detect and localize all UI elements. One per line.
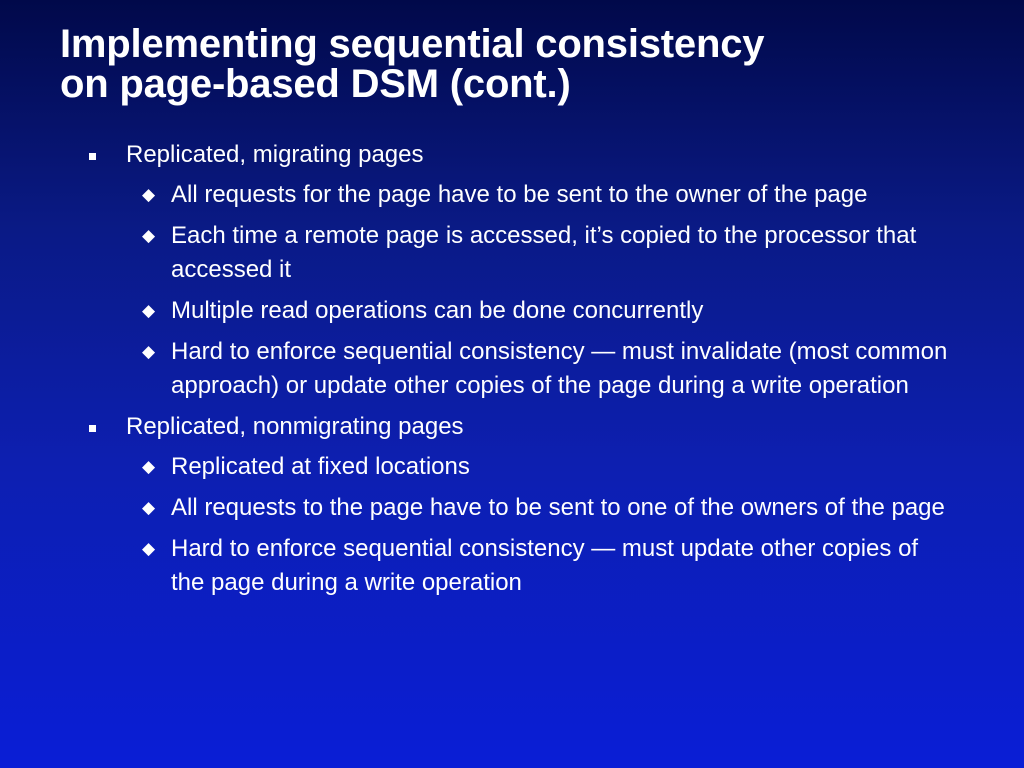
sub-bullet-item: [0, 450, 1024, 484]
sub-bullet-text: Hard to enforce sequential consistency — must update other copies of the page during a write operation: [171, 535, 919, 596]
sub-bullet-text: Each time a remote page is accessed, it’s copied to the processor that accessed it: [171, 222, 917, 283]
bullet-text: Replicated, migrating pages: [126, 141, 424, 168]
bullet-item: [0, 138, 1024, 172]
sub-bullet-item: [0, 491, 1024, 525]
diamond-bullet-icon: ◆: [142, 301, 156, 320]
sub-bullet-text: Replicated at fixed locations: [171, 453, 470, 480]
bullet-item: [0, 410, 1024, 444]
diamond-bullet-icon: ◆: [142, 226, 156, 245]
title-line-2: on page-based DSM (cont.): [60, 62, 571, 106]
sub-bullet-item: [0, 294, 1024, 328]
sub-bullet-text: Multiple read operations can be done concurrently: [171, 297, 704, 324]
diamond-bullet-icon: ◆: [142, 498, 156, 517]
bullet-text: Replicated, nonmigrating pages: [126, 413, 464, 440]
square-bullet-icon: [89, 153, 96, 160]
diamond-bullet-icon: ◆: [142, 457, 156, 476]
sub-bullet-text: All requests for the page have to be sent to the owner of the page: [171, 181, 868, 208]
sub-bullet-text: All requests to the page have to be sent to one of the owners of the page: [171, 494, 945, 521]
sub-bullet-item: [0, 532, 1024, 600]
diamond-bullet-icon: ◆: [142, 539, 156, 558]
slide-content: [0, 138, 1024, 607]
sub-bullet-text: Hard to enforce sequential consistency — must invalidate (most common approach) or update other copies of the page during a write operation: [171, 338, 948, 399]
title-line-1: Implementing sequential consistency: [60, 22, 765, 66]
sub-bullet-item: [0, 178, 1024, 212]
square-bullet-icon: [89, 425, 96, 432]
sub-bullet-item: [0, 335, 1024, 403]
diamond-bullet-icon: ◆: [142, 342, 156, 361]
sub-bullet-item: [0, 219, 1024, 287]
diamond-bullet-icon: ◆: [142, 185, 156, 204]
slide-title: [60, 24, 990, 104]
